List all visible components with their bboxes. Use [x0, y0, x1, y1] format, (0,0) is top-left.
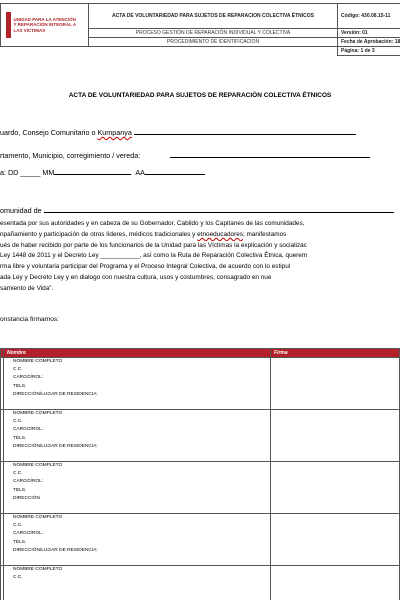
signature-field-label: TELS.	[13, 487, 27, 493]
header-approval: Fecha de Aprobación: 18	[338, 38, 400, 47]
signature-field-label: DIRECCIÓN/LUGAR DE RESIDENCIA:	[13, 547, 98, 553]
declaration-paragraph	[0, 219, 400, 295]
paragraph-line: Ley 1448 de 2011 y el Decreto Ley ___________, así como la Ruta de Reparación Colectiva Étnica, querem	[0, 252, 308, 260]
signature-field-label: NOMBRE COMPLETO	[13, 567, 63, 572]
signature-field-label: DIRECCIÓN/LUGAR DE RESIDENCIA:	[13, 443, 98, 449]
signature-firma-cell[interactable]	[271, 514, 400, 566]
header-firma: Firma	[271, 349, 400, 358]
signature-field-label: DIRECCIÓN	[13, 495, 40, 501]
signature-field-label: CARGO/ROL:	[13, 531, 44, 537]
document-header	[0, 3, 400, 61]
signature-field-label: DIRECCIÓN/LUGAR DE RESIDENCIA:	[13, 391, 98, 397]
logo-line: Y REPARACIÓN INTEGRAL A LAS VÍCTIMAS	[13, 22, 76, 33]
signature-header-row	[1, 349, 400, 358]
signature-firma-cell[interactable]	[271, 462, 400, 514]
paragraph-line: npañamiento y participación de otros líderes, médicos tradicionales y etnoeducadores; manifestamos	[0, 230, 287, 238]
signature-field-label: CARGO/ROL:	[13, 479, 44, 485]
paragraph-line: samiento de Vida".	[0, 284, 54, 292]
signature-name-cell[interactable]	[4, 358, 271, 410]
paragraph-line: esentada por sus autoridades y en cabeza de su Gobernador, Cabildo y los Capitanes de las comunidades,	[0, 220, 305, 227]
field-departamento: rtamento, Municipio, corregimiento / vereda:	[0, 151, 370, 160]
signature-field-label: C.C.	[13, 471, 23, 477]
signature-field-label: NOMBRE COMPLETO	[13, 463, 63, 468]
signature-field-label: TELS.	[13, 435, 27, 441]
signature-name-cell[interactable]	[4, 410, 271, 462]
header-title: ACTA DE VOLUNTARIEDAD PARA SUJETOS DE REPARACION COLECTIVA ÉTNICOS	[89, 4, 338, 29]
paragraph-line: ués de haber recibido por parte de los funcionarios de la Unidad para las Víctimas la explicación y socializac	[0, 241, 307, 249]
header-code: Código: 430.08.15-11	[338, 4, 400, 29]
signature-field-label: C.C.	[13, 419, 23, 425]
signature-field-label: C.C.	[13, 575, 23, 581]
signature-field-label: TELS.	[13, 383, 27, 389]
signature-row	[1, 410, 400, 462]
unit-logo	[4, 5, 85, 45]
signature-table	[0, 348, 400, 600]
header-procedure: PROCEDIMIENTO DE IDENTIFICACION	[89, 38, 338, 47]
header-version: Versión: 01	[338, 29, 400, 38]
signature-firma-cell[interactable]	[271, 358, 400, 410]
constancia-text: onstancia firmamos:	[0, 316, 59, 323]
header-table	[0, 3, 400, 56]
signature-name-cell[interactable]	[4, 462, 271, 514]
fecha-mm-line[interactable]	[54, 174, 131, 175]
paragraph-line: ada Ley y Decreto Ley y en dialogo con nuestra cultura, usos y costumbres, consagrado en nue	[0, 273, 272, 281]
signature-row	[1, 462, 400, 514]
signature-field-label: NOMBRE COMPLETO	[13, 411, 63, 416]
field-resguardo: uardo, Consejo Comunitario o Kumpanya	[0, 128, 356, 137]
signature-field-label: CARGO/ROL:	[13, 427, 44, 433]
document-title: ACTA DE VOLUNTARIEDAD PARA SUJETOS DE REPARACIÓN COLECTIVA ÉTNICOS	[68, 92, 332, 99]
departamento-input-line[interactable]	[170, 157, 370, 158]
signature-firma-cell[interactable]	[271, 566, 400, 600]
signature-field-label: C.C.	[13, 523, 23, 529]
signature-field-label: TELS.	[13, 539, 27, 545]
signature-field-label: NOMBRE COMPLETO	[13, 515, 63, 520]
signature-firma-cell[interactable]	[271, 410, 400, 462]
fecha-aa-line[interactable]	[145, 174, 205, 175]
signature-field-label: NOMBRE COMPLETO	[13, 359, 63, 364]
field-fecha: a: DD _____ MM AA	[0, 168, 205, 177]
signature-field-label: C.C.	[13, 367, 23, 373]
resguardo-input-line[interactable]	[134, 134, 356, 135]
signature-row	[1, 514, 400, 566]
field-comunidad: omunidad de	[0, 206, 394, 215]
header-nombre: Nombre	[4, 349, 271, 358]
signature-row	[1, 566, 400, 600]
logo-cell	[1, 4, 89, 47]
signature-field-label: CARGO/ROL:	[13, 375, 44, 381]
logo-line: UNIDAD PARA LA ATENCIÓN	[13, 16, 76, 22]
signature-name-cell[interactable]	[4, 514, 271, 566]
comunidad-input-line[interactable]	[44, 212, 394, 213]
paragraph-line: rma libre y voluntaria participar del Programa y el Proceso Integral Colectiva, de acuerdo con lo estipul	[0, 263, 291, 271]
signature-row	[1, 358, 400, 410]
logo-mark-icon	[6, 12, 11, 38]
header-process: PROCESO GESTIÓN DE REPARACIÓN INDIVIDUAL Y COLECTIVA	[89, 29, 338, 38]
header-page: Página: 1 de 3	[338, 47, 400, 56]
signature-name-cell[interactable]	[4, 566, 271, 600]
